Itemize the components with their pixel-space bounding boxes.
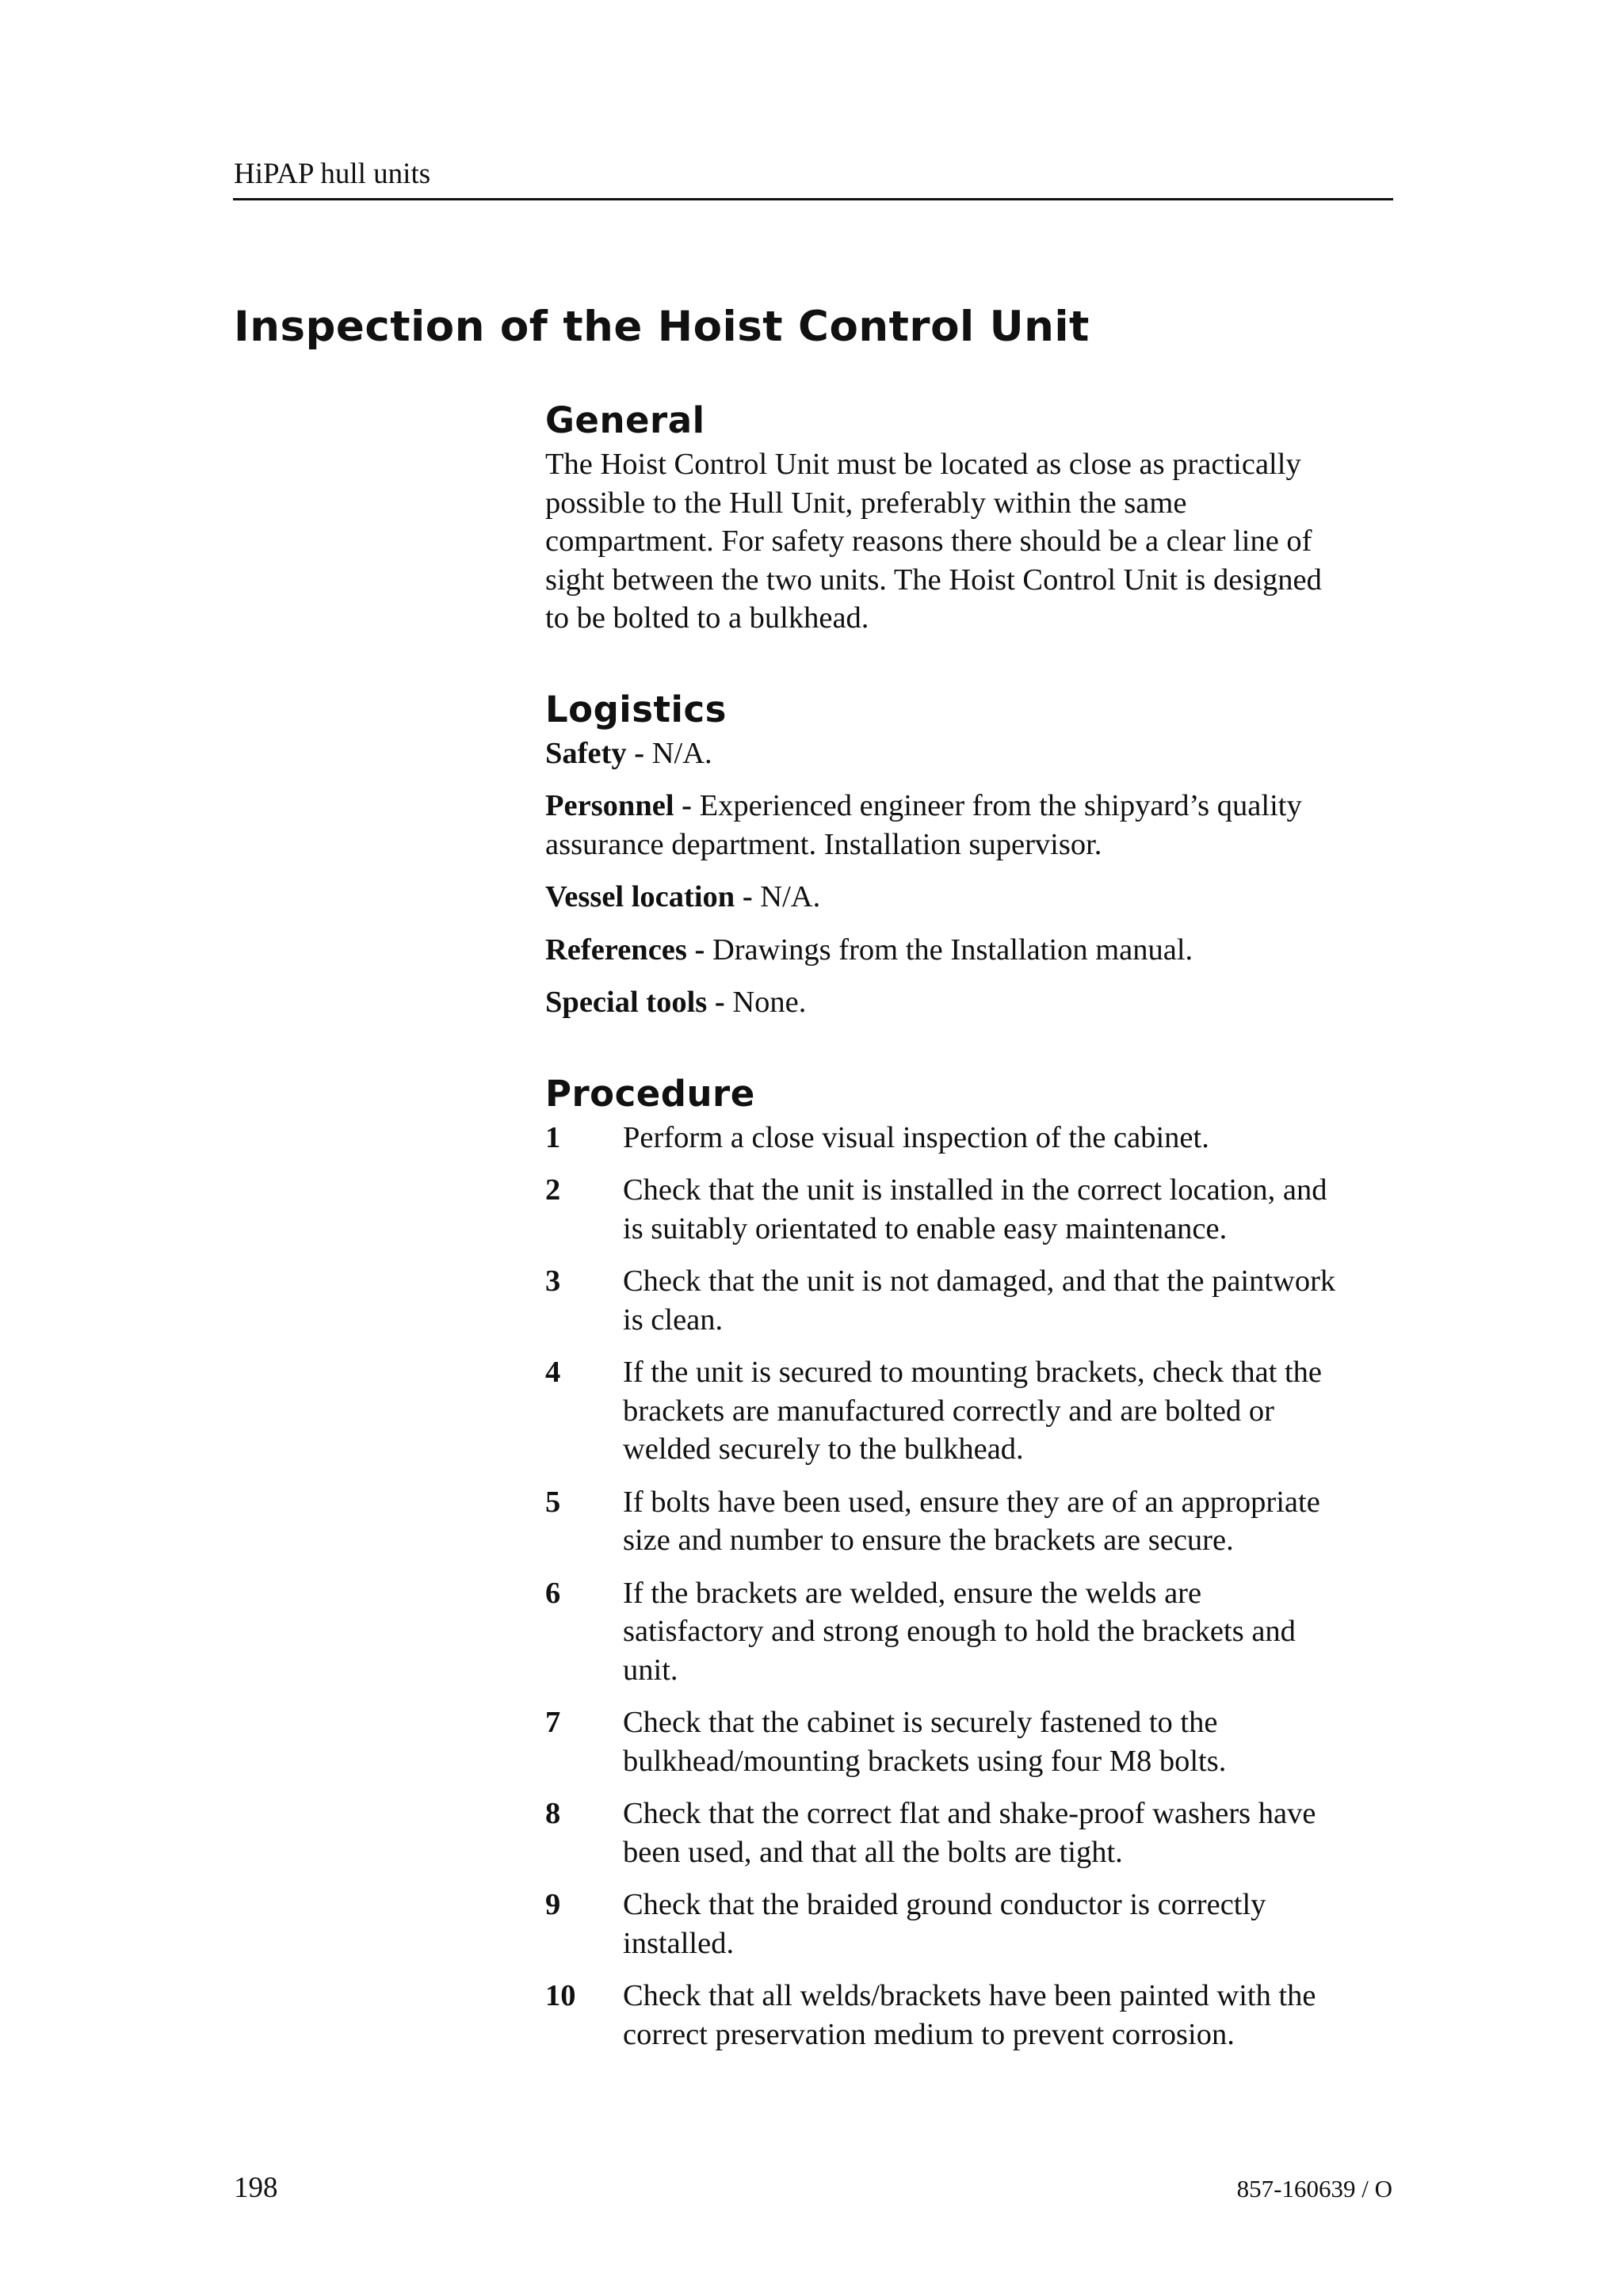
- step-line: Check that the unit is installed in the correct location, and: [623, 1173, 1327, 1207]
- step-number: 1: [545, 1120, 561, 1154]
- step-line: unit.: [623, 1653, 678, 1687]
- step-line: Check that the unit is not damaged, and that the paintwork: [623, 1264, 1336, 1298]
- logistics-label: Special tools -: [545, 986, 725, 1019]
- logistics-value: None.: [732, 986, 807, 1019]
- general-line: compartment. For safety reasons there should be a clear line of: [545, 524, 1312, 558]
- procedure-list: [545, 1119, 1401, 2054]
- step-number: 7: [545, 1706, 561, 1739]
- header-rule: [233, 198, 1393, 200]
- step-text: [623, 1353, 1401, 1469]
- logistics-item-safety: [545, 734, 1401, 773]
- procedure-step: [545, 1262, 1401, 1339]
- logistics-value: N/A.: [760, 880, 821, 913]
- general-paragraph: [545, 445, 1401, 638]
- step-text: [623, 1794, 1401, 1871]
- step-number: 6: [545, 1576, 561, 1610]
- step-text: [623, 1483, 1401, 1560]
- general-section: [545, 396, 1401, 638]
- logistics-section: [545, 685, 1401, 1022]
- step-line: correct preservation medium to prevent corrosion.: [623, 2017, 1235, 2051]
- procedure-step: [545, 1483, 1401, 1560]
- step-line: is suitably orientated to enable easy maintenance.: [623, 1211, 1228, 1245]
- logistics-item-special-tools: [545, 983, 1401, 1022]
- logistics-label: Safety -: [545, 736, 645, 770]
- step-line: bulkhead/mounting brackets using four M8 bolts.: [623, 1744, 1227, 1778]
- step-number: 3: [545, 1264, 561, 1298]
- step-line: welded securely to the bulkhead.: [623, 1432, 1024, 1466]
- step-number: 8: [545, 1797, 561, 1830]
- step-line: Check that all welds/brackets have been painted with the: [623, 1979, 1316, 2012]
- logistics-heading: Logistics: [545, 688, 727, 730]
- step-number: 2: [545, 1173, 561, 1207]
- step-number: 10: [545, 1979, 576, 2012]
- step-text: [623, 1119, 1401, 1158]
- procedure-heading: Procedure: [545, 1072, 755, 1115]
- procedure-section: [545, 1070, 1401, 2054]
- procedure-step: [545, 1119, 1401, 1158]
- logistics-value: N/A.: [651, 736, 712, 770]
- step-line: If the unit is secured to mounting brackets, check that the: [623, 1356, 1323, 1389]
- general-heading: General: [545, 399, 705, 441]
- general-line: possible to the Hull Unit, preferably within the same: [545, 486, 1187, 520]
- step-text: [623, 1171, 1401, 1248]
- step-line: Check that the correct flat and shake-proof washers have: [623, 1797, 1316, 1830]
- general-line: sight between the two units. The Hoist Control Unit is designed: [545, 563, 1322, 597]
- logistics-item-personnel: [545, 787, 1401, 864]
- general-line: The Hoist Control Unit must be located as close as practically: [545, 448, 1301, 481]
- logistics-value: Drawings from the Installation manual.: [712, 933, 1193, 967]
- step-line: Check that the cabinet is securely fastened to the: [623, 1706, 1218, 1739]
- step-text: [623, 1977, 1401, 2054]
- step-text: [623, 1703, 1401, 1780]
- general-line: to be bolted to a bulkhead.: [545, 601, 869, 635]
- procedure-step: [545, 1574, 1401, 1690]
- procedure-step: [545, 1794, 1401, 1871]
- step-text: [623, 1262, 1401, 1339]
- page-number: 198: [234, 2172, 278, 2204]
- step-line: is clean.: [623, 1302, 724, 1337]
- document-id: 857-160639 / O: [1236, 2175, 1392, 2203]
- step-line: If bolts have been used, ensure they are of an appropriate: [623, 1485, 1320, 1519]
- page-title: Inspection of the Hoist Control Unit: [234, 303, 1090, 351]
- procedure-step: [545, 1353, 1401, 1469]
- step-line: installed.: [623, 1926, 735, 1960]
- logistics-item-vessel-location: [545, 878, 1401, 917]
- running-header: HiPAP hull units: [234, 158, 431, 190]
- step-number: 4: [545, 1356, 561, 1389]
- logistics-value: assurance department. Installation supervisor.: [545, 827, 1102, 861]
- logistics-label: Personnel -: [545, 789, 692, 822]
- content-column: [545, 396, 1401, 2068]
- procedure-step: [545, 1703, 1401, 1780]
- step-text: [623, 1574, 1401, 1690]
- step-line: size and number to ensure the brackets are secure.: [623, 1524, 1234, 1557]
- procedure-step: [545, 1977, 1401, 2054]
- logistics-label: References -: [545, 933, 705, 967]
- logistics-item-references: [545, 931, 1401, 970]
- step-line: If the brackets are welded, ensure the welds are: [623, 1576, 1202, 1610]
- step-line: satisfactory and strong enough to hold the brackets and: [623, 1615, 1296, 1648]
- step-line: Perform a close visual inspection of the cabinet.: [623, 1120, 1209, 1154]
- step-line: Check that the braided ground conductor is correctly: [623, 1888, 1266, 1921]
- procedure-step: [545, 1886, 1401, 1962]
- procedure-step: [545, 1171, 1401, 1248]
- step-text: [623, 1886, 1401, 1962]
- step-line: brackets are manufactured correctly and are bolted or: [623, 1394, 1274, 1428]
- logistics-label: Vessel location -: [545, 880, 753, 913]
- step-number: 9: [545, 1888, 561, 1921]
- step-number: 5: [545, 1485, 561, 1519]
- logistics-value: Experienced engineer from the shipyard’s quality: [699, 789, 1302, 822]
- step-line: been used, and that all the bolts are tight.: [623, 1835, 1123, 1869]
